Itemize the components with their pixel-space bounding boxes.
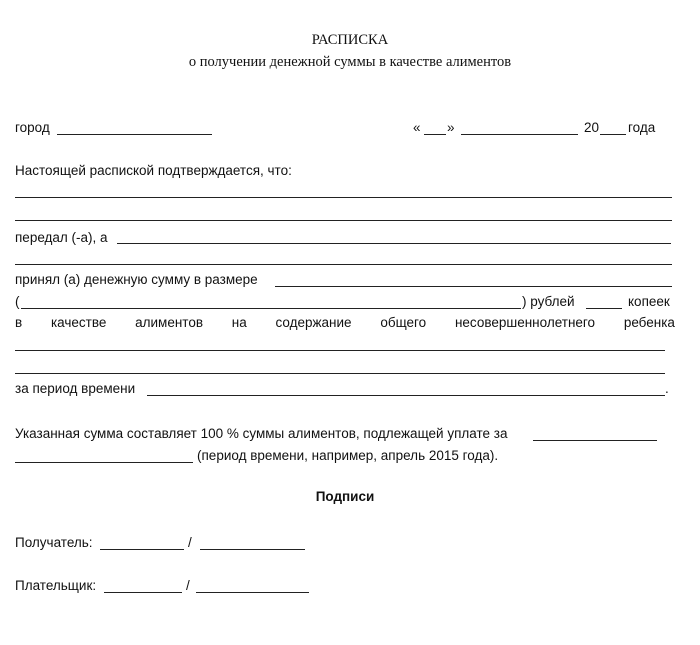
purpose-word: содержание [275,315,352,330]
statement-text: Указанная сумма составляет 100 % суммы алиментов, подлежащей уплате за [15,426,508,441]
date-close-quote: » [447,120,455,135]
amount-words-field[interactable] [21,308,521,309]
amount-digits-field[interactable] [275,286,672,287]
city-label: город [15,120,50,135]
city-field[interactable] [57,134,212,135]
purpose-word: несовершеннолетнего [454,315,596,330]
purpose-word: общего [380,315,427,330]
payer-name-field[interactable] [196,592,309,593]
payer-name-line-1[interactable] [15,197,672,198]
date-open-quote: « [413,120,421,135]
statement-hint: (период времени, например, апрель 2015 года). [197,448,499,463]
child-name-line-2[interactable] [15,373,665,374]
period-end: . [665,381,669,396]
payer-name-line-2[interactable] [15,220,672,221]
received-label: принял (а) денежную сумму в размере [15,272,258,287]
document-subtitle: о получении денежной суммы в качестве алиментов [188,54,512,70]
period-label: за период времени [15,381,136,396]
recipient-signature-field[interactable] [100,549,184,550]
statement-period-field-2[interactable] [15,462,193,463]
kopecks-label: копеек [628,294,670,309]
year-suffix: года [628,120,656,135]
payer-signature-field[interactable] [104,592,182,593]
recipient-name-line-1[interactable] [117,243,671,244]
month-field[interactable] [461,134,578,135]
rubles-label: ) рублей [522,294,575,309]
recipient-name-line-2[interactable] [15,264,672,265]
year-prefix: 20 [584,120,600,135]
purpose-word: алиментов [135,315,204,330]
purpose-word: на [231,315,247,330]
signatures-heading: Подписи [315,489,375,504]
day-field[interactable] [424,134,446,135]
statement-period-field-1[interactable] [533,440,657,441]
purpose-word: в [15,315,23,330]
transferred-label: передал (-а), а [15,230,108,245]
period-field[interactable] [147,395,665,396]
recipient-slash: / [188,535,192,550]
year-field[interactable] [600,134,626,135]
paren-open: ( [15,294,20,309]
payer-slash: / [186,578,190,593]
child-name-line-1[interactable] [15,350,665,351]
document-title: РАСПИСКА [311,32,389,48]
recipient-name-field[interactable] [200,549,305,550]
purpose-word: ребенка [623,315,675,330]
recipient-label: Получатель: [15,535,93,550]
payer-label: Плательщик: [15,578,97,593]
kopecks-field[interactable] [586,308,622,309]
purpose-word: качестве [50,315,107,330]
purpose-line [15,315,675,330]
confirm-text: Настоящей распиской подтверждается, что: [15,163,292,178]
